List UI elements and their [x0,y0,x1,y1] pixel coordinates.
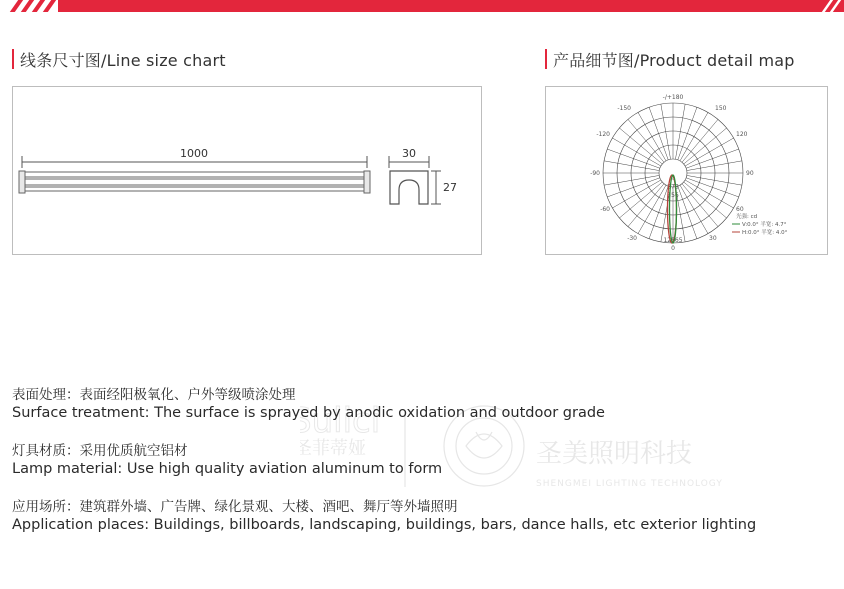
polar-spoke [661,104,671,159]
polar-spoke [687,161,742,171]
watermark-brand-cn: 圣菲蒂娅 [300,438,366,459]
line-size-chart-title: 线条尺寸图/Line size chart [20,50,226,70]
line-size-panel [12,86,482,255]
radial-label: 278 [667,183,679,191]
angle-label-150: 150 [715,105,727,112]
header-bar [0,0,844,12]
polar-spoke [686,178,739,197]
polar-spoke [649,186,668,239]
surface-treatment-cn: 表面处理：表面经阳极氧化、户外等级喷涂处理 [12,387,296,403]
width-label: 30 [402,147,416,160]
lamp-material-en: Lamp material: Use high quality aviation aluminum to form [12,461,443,477]
angle-label-30: 30 [709,235,717,242]
radial-label: 0 [671,174,675,182]
legend-unit: 光强: cd [736,214,758,220]
angle-label-minus30: -30 [627,235,637,242]
legend-h-line: H:0.0° 半宽: 4.0° [742,230,788,236]
product-detail-map-title: 产品细节图/Product detail map [553,50,795,70]
angle-label-minus120: -120 [596,131,610,138]
application-places-en: Application places: Buildings, billboards, landscaping, buildings, bars, dance halls, etc exterior lighting [12,517,757,533]
angle-label-180: -/+180 [662,94,684,101]
angle-label-minus150: -150 [617,105,631,112]
polar-spoke [649,107,668,160]
application-places-cn: 应用场所：建筑群外墙、广告牌、绿化景观、大楼、酒吧、舞厅等外墙照明 [12,499,458,515]
fixture-bar [19,171,370,193]
heading-accent-tick [545,49,547,69]
polar-spoke [678,186,697,239]
line-size-chart-heading [12,48,226,70]
polar-spoke [604,175,659,185]
header-right-stripes [820,0,844,12]
polar-spoke [604,161,659,171]
radial-label: 556 [667,192,679,200]
fixture-profile [390,171,428,204]
polar-spoke [607,178,660,197]
product-detail-map-heading [545,48,795,70]
height-label: 27 [443,181,457,194]
angle-label-120: 120 [736,131,748,138]
polar-light-distribution [546,87,829,256]
angle-label-60: 60 [736,206,744,213]
legend-v-line: V:0.0° 半宽: 4.7° [742,222,787,228]
polar-spoke [607,149,660,168]
watermark-company-en: SHENGMEI LIGHTING TECHNOLOGY [536,479,723,489]
polar-spoke [686,149,739,168]
angle-label-90: 90 [746,170,754,177]
polar-spoke [675,104,685,159]
watermark-script: Sulici [300,401,381,441]
lamp-material-cn: 灯具材质：采用优质航空铝材 [12,443,188,459]
scale-label: 12565 [663,237,683,244]
height-dimension-line [431,171,441,204]
polar-spoke [687,175,742,185]
line-size-drawing [13,87,483,256]
angle-label-0: 0 [671,245,675,252]
angle-label-minus90: -90 [590,170,600,177]
angle-label-minus60: -60 [600,206,610,213]
surface-treatment-en: Surface treatment: The surface is sprayed by anodic oxidation and outdoor grade [12,405,605,421]
heading-accent-tick [12,49,14,69]
length-label: 1000 [180,147,208,160]
product-detail-panel [545,86,828,255]
header-stripes [0,0,58,12]
watermark-company-cn: 圣美照明科技 [536,439,693,469]
polar-spoke [678,107,697,160]
